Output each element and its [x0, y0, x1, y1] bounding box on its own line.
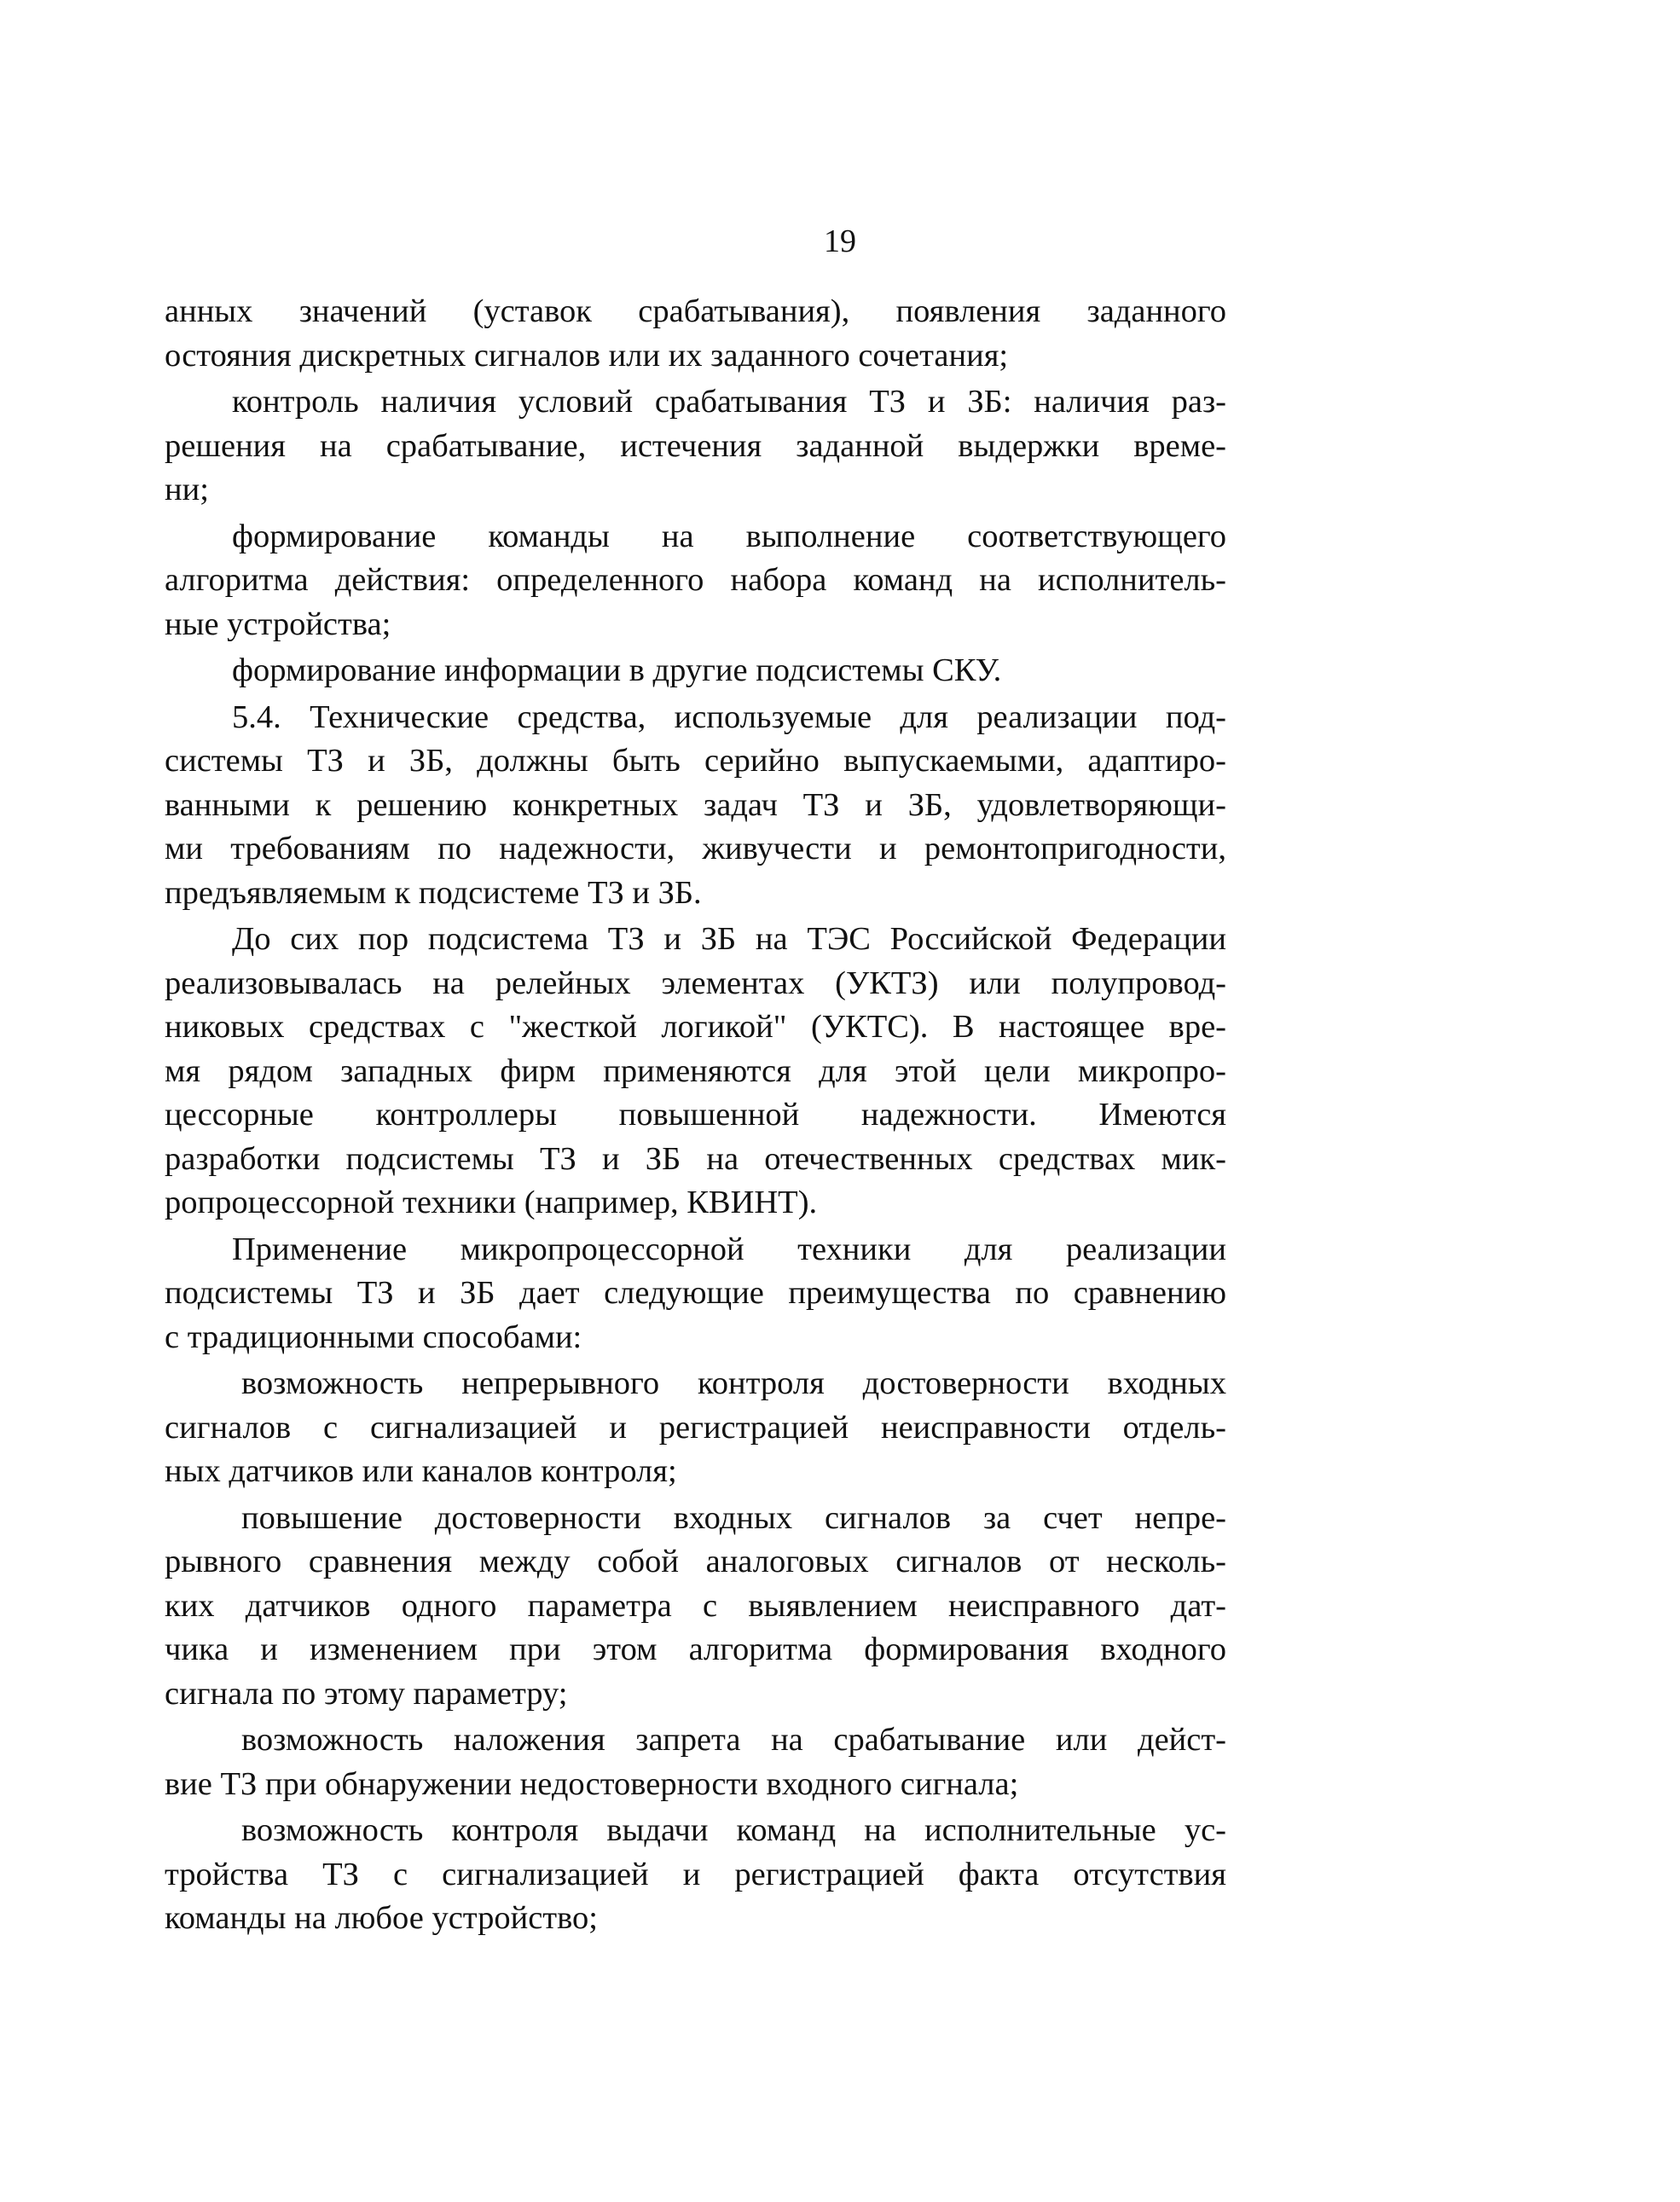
- text-line: чика и изменением при этом алгоритма формирования входного: [165, 1631, 1226, 1667]
- list-item-condition-control: [165, 380, 1226, 513]
- list-item-continuous-control: [165, 1362, 1226, 1494]
- text-line: ные устройства;: [165, 606, 391, 642]
- text-line: анных значений (уставок срабатывания), появления заданного: [165, 293, 1226, 329]
- text-line: 5.4. Технические средства, используемые для реализации под-: [232, 698, 1226, 735]
- text-line: ми требованиям по надежности, живучести и ремонтопригодности,: [165, 831, 1226, 866]
- paragraph-advantages-intro: [165, 1228, 1226, 1360]
- paragraph-history: [165, 918, 1226, 1226]
- text-line: вие ТЗ при обнаружении недостоверности входного сигнала;: [165, 1765, 1019, 1802]
- text-line: ванными к решению конкретных задач ТЗ и ЗБ, удовлетворяющи-: [165, 786, 1226, 823]
- text-line: реализовывалась на релейных элементах (УКТЗ) или полупровод-: [165, 965, 1226, 1001]
- text-line: подсистемы ТЗ и ЗБ дает следующие преимущества по сравнению: [165, 1275, 1226, 1311]
- text-line: рывного сравнения между собой аналоговых сигналов от несколь-: [165, 1544, 1226, 1579]
- text-line: никовых средствах с "жесткой логикой" (УКТС). В настоящее вре-: [165, 1009, 1226, 1045]
- text-line: контроль наличия условий срабатывания ТЗ и ЗБ: наличия раз-: [232, 384, 1226, 420]
- list-item-reliability-increase: [165, 1497, 1226, 1717]
- text-line: возможность непрерывного контроля достоверности входных: [241, 1365, 1226, 1401]
- section-5-4: [165, 696, 1226, 916]
- text-line: До сих пор подсистема ТЗ и ЗБ на ТЭС Российской Федерации: [232, 921, 1226, 957]
- text-line: предъявляемым к подсистеме ТЗ и ЗБ.: [165, 874, 702, 911]
- text-line: повышение достоверности входных сигналов за счет непре-: [241, 1499, 1226, 1536]
- list-item-command-forming: [165, 515, 1226, 647]
- body-text: [165, 290, 1226, 1941]
- text-line: ропроцессорной техники (например, КВИНТ).: [165, 1185, 818, 1220]
- list-item-command-output-control: [165, 1809, 1226, 1941]
- list-item-info-forming: [165, 649, 1226, 693]
- text-line: тройства ТЗ с сигнализацией и регистрацией факта отсутствия: [165, 1856, 1226, 1892]
- text-line: мя рядом западных фирм применяются для этой цели микропро-: [165, 1052, 1226, 1089]
- text-line: решения на срабатывание, истечения заданной выдержки време-: [165, 427, 1226, 464]
- text-line: системы ТЗ и ЗБ, должны быть серийно выпускаемыми, адаптиро-: [165, 743, 1226, 779]
- text-line: остояния дискретных сигналов или их заданного сочетания;: [165, 337, 1009, 374]
- text-line: ных датчиков или каналов контроля;: [165, 1453, 677, 1489]
- text-line: возможность наложения запрета на срабатывание или дейст-: [241, 1722, 1226, 1758]
- text-line: формирование команды на выполнение соответствующего: [232, 518, 1226, 554]
- paragraph-continuation: [165, 290, 1226, 378]
- text-line: ни;: [165, 472, 209, 507]
- text-line: сигнала по этому параметру;: [165, 1675, 568, 1712]
- text-line: алгоритма действия: определенного набора команд на исполнитель-: [165, 562, 1226, 598]
- text-line: сигналов с сигнализацией и регистрацией неисправности отдель-: [165, 1409, 1226, 1446]
- text-line: ких датчиков одного параметра с выявлением неисправного дат-: [165, 1587, 1226, 1624]
- text-line: команды на любое устройство;: [165, 1900, 598, 1936]
- text-line: цессорные контроллеры повышенной надежности. Имеются: [165, 1097, 1226, 1133]
- text-line: с традиционными способами:: [165, 1318, 582, 1355]
- text-line: Применение микропроцессорной техники для реализации: [232, 1231, 1226, 1267]
- text-line: формирование информации в другие подсистемы СКУ.: [232, 652, 1002, 688]
- list-item-prohibition: [165, 1718, 1226, 1806]
- page-number: 19: [824, 223, 856, 259]
- text-line: разработки подсистемы ТЗ и ЗБ на отечественных средствах мик-: [165, 1140, 1226, 1177]
- text-line: возможность контроля выдачи команд на исполнительные ус-: [241, 1812, 1226, 1848]
